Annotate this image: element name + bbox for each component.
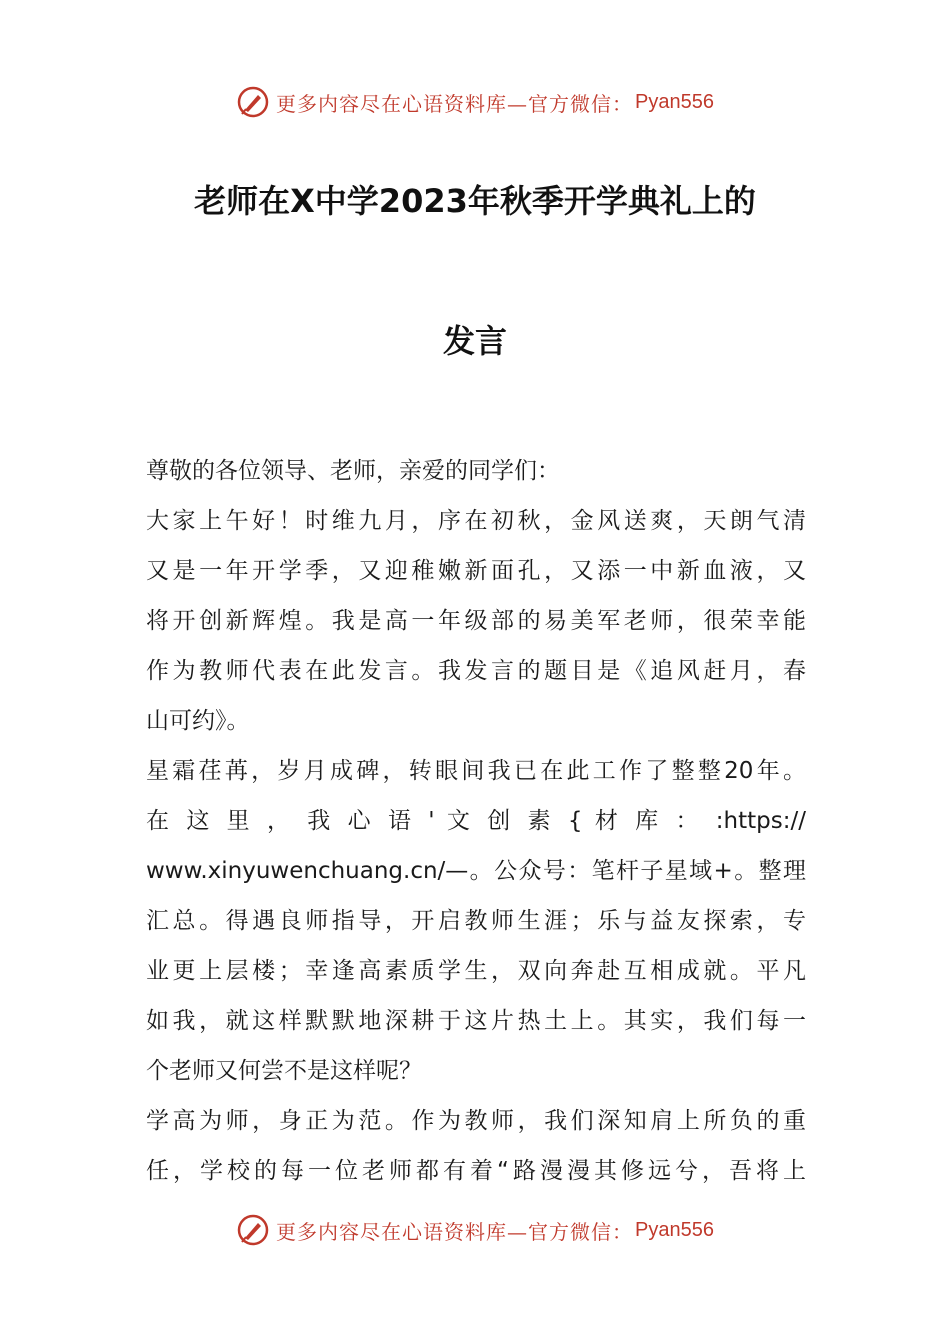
pen-logo-icon — [236, 85, 270, 119]
document-title-line-1: 老师在X中学2023年秋季开学典礼上的 — [194, 182, 756, 220]
body-line: 山可约》。 — [146, 708, 250, 734]
body-line: 将开创新辉煌。我是高一年级部的易美军老师，很荣幸能 — [146, 608, 806, 634]
body-line: 学高为师，身正为范。作为教师，我们深知肩上所负的重 — [146, 1108, 806, 1134]
body-line: www.xinyuwenchuang.cn/—。公众号：笔杆子星域+。整理 — [146, 858, 806, 884]
body-line: 尊敬的各位领导、老师，亲爱的同学们： — [146, 458, 560, 484]
pen-logo-icon — [236, 1213, 270, 1247]
footer-watermark — [0, 1210, 950, 1250]
body-line: 又是一年开学季，又迎稚嫩新面孔，又添一中新血液，又 — [146, 558, 806, 584]
body-line: 汇总。得遇良师指导，开启教师生涯；乐与益友探索，专 — [146, 908, 806, 934]
document-title-line-2: 发言 — [442, 322, 507, 360]
body-line: 任，学校的每一位老师都有着“路漫漫其修远兮，吾将上 — [146, 1158, 806, 1184]
body-line: 星霜荏苒，岁月成碑，转眼间我已在此工作了整整20年。 — [146, 758, 806, 784]
body-line: 如我，就这样默默地深耕于这片热土上。其实，我们每一 — [146, 1008, 806, 1034]
body-line: 在 这 里 ， 我 心 语 ' 文 创 素 { 材 库 ： :https:// — [146, 808, 806, 834]
watermark-handle: Pyan556 — [635, 1218, 714, 1241]
body-line: 作为教师代表在此发言。我发言的题目是《追风赶月，春 — [146, 658, 806, 684]
body-line: 大家上午好！时维九月，序在初秋，金风送爽，天朗气清 — [146, 508, 806, 534]
watermark-handle: Pyan556 — [635, 90, 714, 113]
header-watermark — [0, 82, 950, 122]
watermark-text: 更多内容尽在心语资料库—官方微信： — [276, 91, 634, 116]
body-line: 个老师又何尝不是这样呢？ — [146, 1058, 422, 1084]
speech-body — [146, 446, 806, 1196]
body-line: 业更上层楼；幸逢高素质学生，双向奔赴互相成就。平凡 — [146, 958, 806, 984]
watermark-text: 更多内容尽在心语资料库—官方微信： — [276, 1219, 634, 1244]
